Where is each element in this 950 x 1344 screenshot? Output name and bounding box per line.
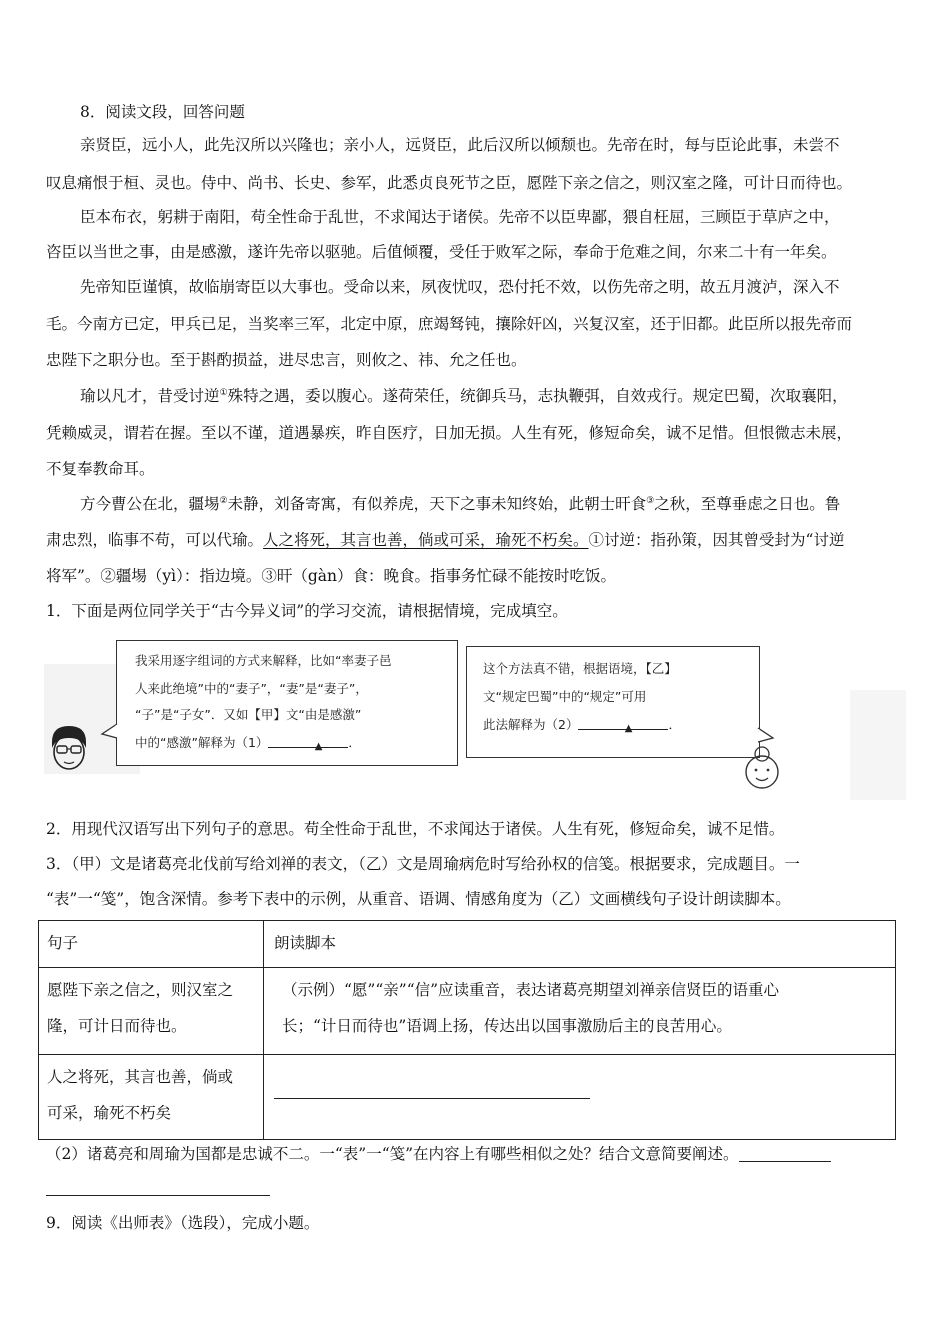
reading-script-table (38, 920, 896, 1140)
speech-bubble-right (466, 646, 760, 758)
passage-jia-p3-line3: 忠陛下之职分也。至于斟酌损益，进尽忠言，则攸之、祎、允之任也。 (46, 351, 527, 369)
bubble-left-line-3: “子”是“子女”．又如【甲】文“由是感激” (135, 707, 362, 722)
answer-blank-1[interactable] (268, 733, 348, 752)
bubble-left-line-4-text: 中的“感激”解释为（1） (135, 735, 269, 750)
passage-yi-p2-line2-a: 肃忠烈，临事不苟，可以代瑜。 (46, 531, 264, 549)
bubble-left-line-2: 人来此绝境”中的“妻子”，“妻”是“妻子”， (135, 681, 368, 696)
bubble-right-line-3-text: 此法解释为（2） (483, 717, 579, 732)
dialogue-illustration (30, 630, 910, 810)
blank-mark-1: ▲ (314, 741, 323, 752)
footnote-mark-2: ② (219, 496, 228, 506)
answer-line-3-2a[interactable] (739, 1145, 831, 1162)
sub-question-1: 1．下面是两位同学关于“古今异义词”的学习交流，请根据情境，完成填空。 (46, 602, 568, 620)
sub-question-2: 2．用现代汉语写出下列句子的意思。苟全性命于乱世，不求闻达于诸侯。人生有死，修短命矣，诚不足惜。 (46, 820, 785, 838)
bubble-left-line-4 (135, 731, 361, 755)
background-texture-right (850, 690, 906, 800)
footnotes-line: 将军”。②疆埸（yì）：指边境。③旰（gàn）食：晚食。指事务忙碌不能按时吃饭。 (46, 567, 617, 585)
passage-yi-p2-line1-a: 方今曹公在北，疆埸 (80, 495, 220, 513)
sub-question-3-line2: “表”一“笺”，饱含深情。参考下表中的示例，从重音、语调、情感角度为（乙）文画横线句子设计朗读脚本。 (46, 890, 791, 908)
footnote-1: ①讨逆：指孙策，因其曾受封为“讨逆 (588, 531, 845, 549)
bubble-left-period: ． (348, 735, 361, 750)
blank-mark-2: ▲ (624, 723, 633, 734)
passage-yi-p1-line2: 凭赖威灵，谓若在握。至以不谨，道遇暴疾，昨自医疗，日加无损。人生有死，修短命矣，诚不足惜。但恨微志未展， (46, 424, 853, 442)
table-row2-sentence (39, 1055, 264, 1140)
footnote-mark-3: ③ (646, 496, 655, 506)
row1-script-line2: 长；“计日而待也”语调上扬，传达出以国事激励后主的良苦用心。 (282, 1017, 732, 1035)
row2-script-answer-line[interactable] (274, 1097, 590, 1099)
passage-jia-p1-line2: 叹息痛恨于桓、灵也。侍中、尚书、长史、参军，此悉贞良死节之臣，愿陛下亲之信之，则汉室之隆，可计日而待也。 (46, 174, 853, 192)
passage-jia-p2-line2: 咨臣以当世之事，由是感激，遂许先帝以驱驰。后值倾覆，受任于败军之际，奉命于危难之间，尔来二十有一年矣。 (46, 243, 837, 261)
passage-jia-p3-line2: 毛。今南方已定，甲兵已足，当奖率三军，北定中原，庶竭驽钝，攘除奸凶，兴复汉室，还于旧都。此臣所以报先帝而 (46, 315, 853, 333)
question-9-title: 9．阅读《出师表》（选段），完成小题。 (46, 1214, 320, 1232)
passage-jia-p1-line1: 亲贤臣，远小人，此先汉所以兴隆也；亲小人，远贤臣，此后汉所以倾颓也。先帝在时，每与臣论此事，未尝不 (80, 136, 840, 154)
header-sentence-text: 句子 (47, 934, 79, 952)
boy-student-icon (44, 720, 94, 776)
passage-yi-p1-line1-b: 殊特之遇，委以腹心。遂荷荣任，统御兵马，志执鞭弭，自效戎行。规定巴蜀，次取襄阳， (227, 387, 848, 405)
underlined-sentence: 人之将死，其言也善，倘或可采，瑜死不朽矣。 (263, 531, 589, 549)
passage-jia-p2-line1: 臣本布衣，躬耕于南阳，苟全性命于乱世，不求闻达于诸侯。先帝不以臣卑鄙，猥自枉屈，三顾臣于草庐之中， (80, 208, 840, 226)
row2-sentence-line2: 可采，瑜死不朽矣 (47, 1104, 172, 1122)
bubble-right-line-1: 这个方法真不错，根据语境，【乙】 (483, 661, 677, 676)
row1-script-line1: （示例）“愿”“亲”“信”应读重音，表达诸葛亮期望刘禅亲信贤臣的语重心 (282, 981, 780, 999)
footnote-mark-1: ① (219, 388, 228, 398)
header-script-text: 朗读脚本 (274, 934, 337, 952)
passage-yi-p2-line1-c: 之秋，至尊垂虑之日也。鲁 (654, 495, 841, 513)
sub-question-3-line1: 3．（甲）文是诸葛亮北伐前写给刘禅的表文，（乙）文是周瑜病危时写给孙权的信笺。根据要求，完成题目。一 (46, 855, 800, 873)
passage-yi-p1-line1 (80, 385, 902, 407)
row2-sentence-line1: 人之将死，其言也善，倘或 (47, 1068, 234, 1086)
bubble-left-tail (100, 722, 120, 742)
row1-sentence-line1: 愿陛下亲之信之，则汉室之 (47, 981, 234, 999)
bubble-right-line-2: 文“规定巴蜀”中的“规定”可用 (483, 689, 647, 704)
bubble-right-period: ． (668, 717, 681, 732)
table-row1-script (264, 968, 896, 1055)
girl-student-icon (738, 742, 786, 794)
bubble-left-line-1: 我采用逐字组词的方式来解释，比如“率妻子邑 (135, 653, 392, 668)
passage-yi-p2-line1-b: 未静，刘备寄寓，有似养虎，天下之事未知终始，此朝士旰食 (227, 495, 647, 513)
question-8-title: 8．阅读文段，回答问题 (80, 103, 245, 121)
table-row2-script[interactable] (264, 1055, 896, 1140)
passage-yi-p1-line1-a: 瑜以凡才，昔受讨逆 (80, 387, 220, 405)
speech-bubble-left (116, 640, 458, 766)
passage-yi-p2-line2 (46, 529, 902, 551)
passage-jia-p3-line1: 先帝知臣谨慎，故临崩寄臣以大事也。受命以来，夙夜忧叹，恐付托不效，以伤先帝之明，故五月渡泸，深入不 (80, 278, 840, 296)
table-row1-sentence (39, 968, 264, 1055)
table-header-script (264, 921, 896, 968)
sub-question-3-2 (46, 1143, 950, 1165)
bubble-right-line-3 (483, 713, 681, 737)
sub-question-3-2-text: （2）诸葛亮和周瑜为国都是忠诚不二。一“表”一“笺”在内容上有哪些相似之处？结合文意简要阐述。 (46, 1145, 739, 1163)
row1-sentence-line2: 隆，可计日而待也。 (47, 1017, 187, 1035)
table-header-sentence (39, 921, 264, 968)
answer-blank-2[interactable] (578, 715, 668, 734)
answer-line-3-2b[interactable] (46, 1194, 270, 1196)
passage-yi-p1-line3: 不复奉教命耳。 (46, 460, 155, 478)
passage-yi-p2-line1 (80, 493, 902, 515)
